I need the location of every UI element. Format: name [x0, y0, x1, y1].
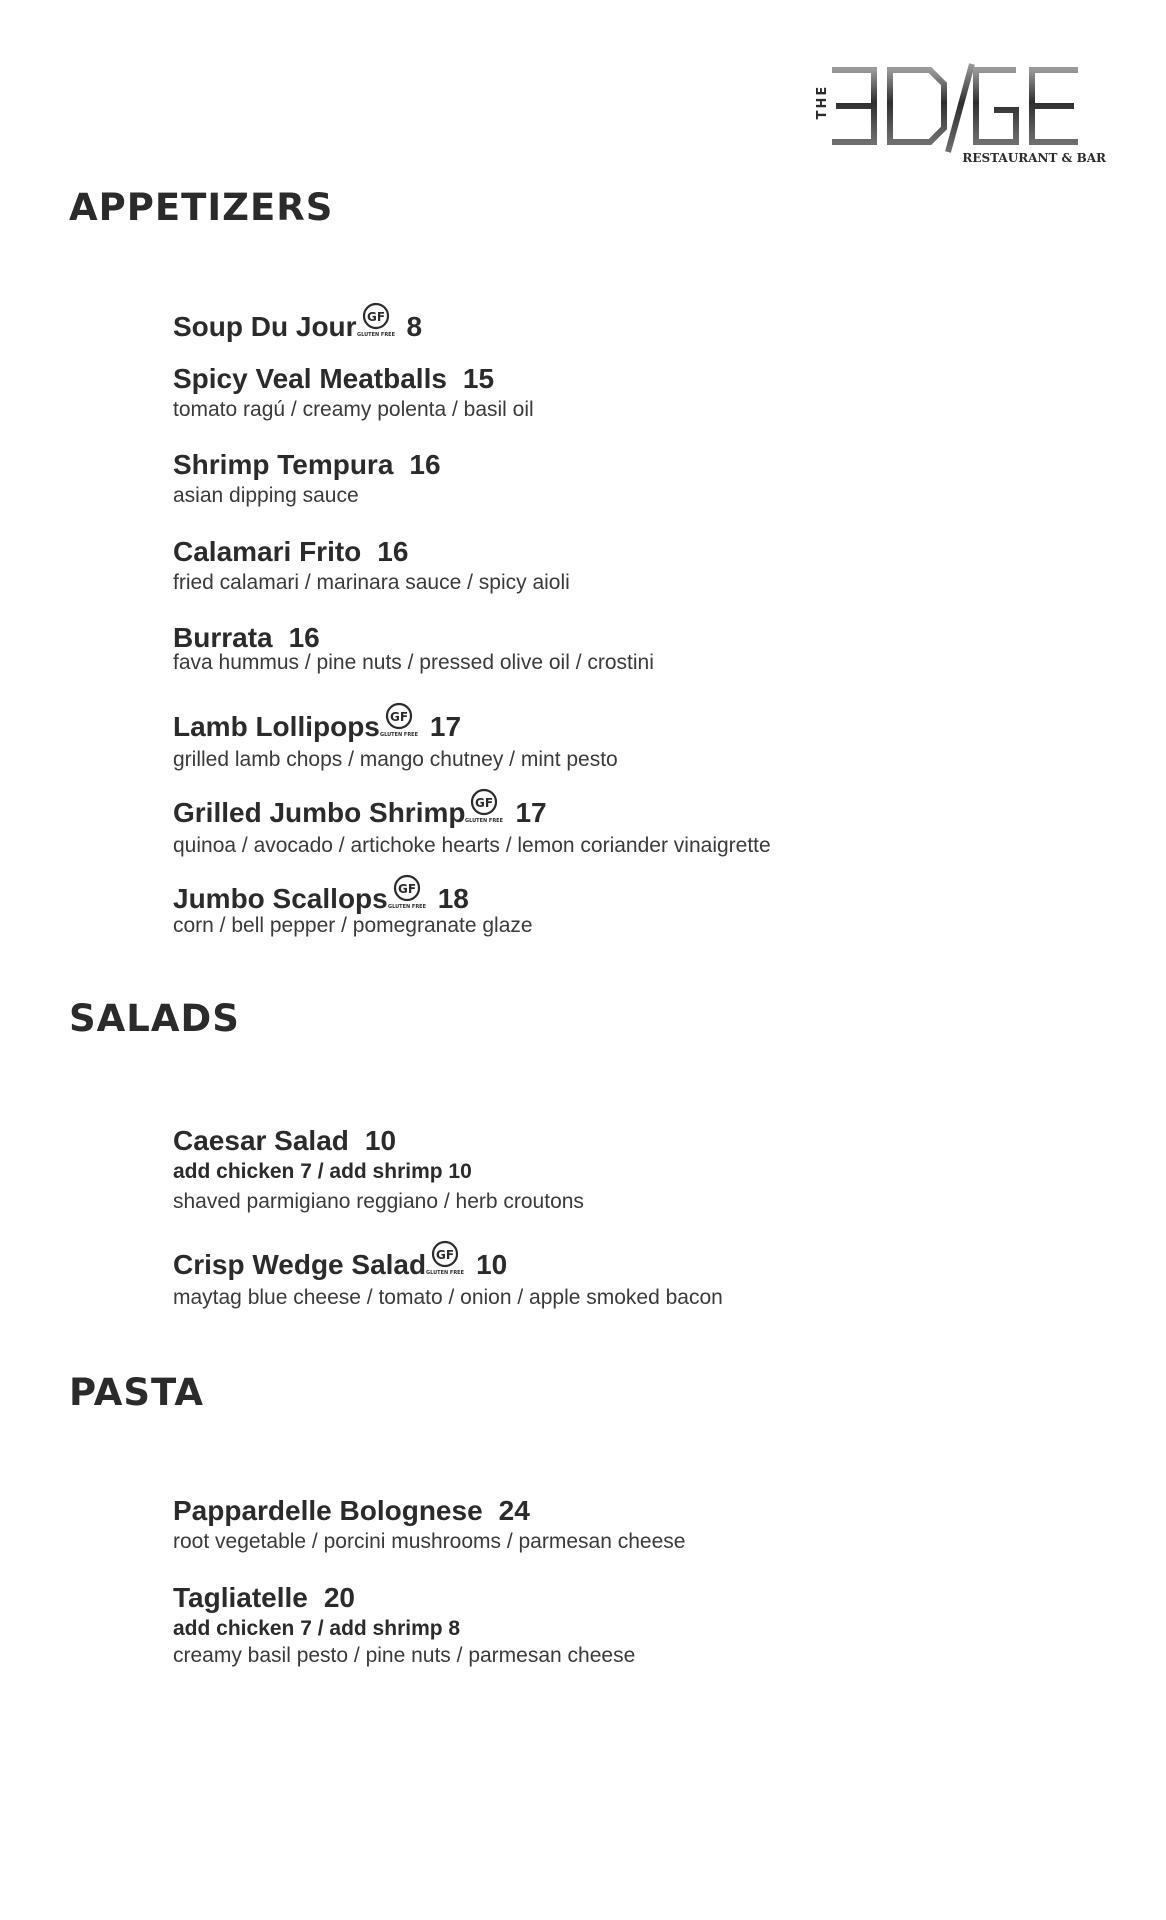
item-name: Spicy Veal Meatballs [173, 363, 447, 394]
svg-text:GF: GF [436, 1248, 455, 1262]
item-name: Jumbo Scallops [173, 883, 388, 914]
svg-text:GF: GF [366, 310, 385, 324]
svg-text:GLUTEN FREE: GLUTEN FREE [465, 818, 504, 824]
menu-item [173, 1581, 635, 1669]
svg-text:GLUTEN FREE: GLUTEN FREE [426, 1270, 465, 1276]
svg-text:GLUTEN FREE: GLUTEN FREE [379, 732, 418, 738]
appetizers-heading: APPETIZERS [69, 186, 334, 229]
menu-item [173, 874, 533, 939]
item-name: Crisp Wedge Salad [173, 1249, 427, 1280]
item-price: 16 [288, 622, 320, 653]
logo-tagline: RESTAURANT & BAR [962, 151, 1106, 165]
item-name: Soup Du Jour [173, 311, 357, 342]
svg-text:GLUTEN FREE: GLUTEN FREE [356, 332, 395, 338]
menu-item [173, 621, 654, 676]
item-name: Caesar Salad [173, 1125, 349, 1156]
gluten-free-icon [356, 302, 395, 346]
item-price: 17 [515, 797, 547, 828]
item-price: 24 [498, 1495, 530, 1526]
item-name: Lamb Lollipops [173, 711, 380, 742]
item-name: Pappardelle Bolognese [173, 1495, 483, 1526]
svg-text:GF: GF [475, 796, 494, 810]
menu-item [173, 1124, 584, 1215]
item-name: Calamari Frito [173, 536, 362, 567]
item-price: 17 [429, 711, 462, 742]
item-description: asian dipping sauce [173, 484, 359, 507]
item-price: 10 [476, 1249, 508, 1280]
item-price: 15 [462, 363, 495, 394]
item-name: Tagliatelle [173, 1582, 308, 1613]
menu-item [173, 702, 618, 773]
menu-item [173, 362, 534, 423]
item-price: 20 [323, 1582, 356, 1613]
pasta-heading: PASTA [69, 1371, 205, 1414]
item-description: grilled lamb chops / mango chutney / mint pesto [173, 748, 618, 771]
item-price: 10 [364, 1125, 397, 1156]
item-addons: add chicken 7 / add shrimp 10 [173, 1160, 472, 1183]
restaurant-logo [812, 62, 1108, 166]
gluten-free-icon [426, 1240, 465, 1284]
item-price: 16 [377, 536, 409, 567]
item-description: creamy basil pesto / pine nuts / parmesan cheese [173, 1644, 636, 1667]
item-description: fava hummus / pine nuts / pressed olive oil / crostini [173, 651, 654, 674]
logo-prefix: THE [815, 84, 830, 120]
item-price: 16 [409, 449, 441, 480]
svg-text:GF: GF [397, 882, 416, 896]
menu-item [173, 535, 570, 596]
item-name: Burrata [173, 622, 273, 653]
svg-text:GF: GF [389, 710, 408, 724]
menu-item [173, 1494, 685, 1555]
menu-item [173, 1240, 723, 1311]
gluten-free-icon [379, 702, 418, 746]
item-name: Grilled Jumbo Shrimp [173, 797, 466, 828]
item-description: shaved parmigiano reggiano / herb croutons [173, 1190, 584, 1213]
menu-item [173, 788, 771, 859]
item-price: 18 [437, 883, 469, 914]
svg-text:GLUTEN FREE: GLUTEN FREE [387, 904, 426, 910]
item-description: quinoa / avocado / artichoke hearts / lemon coriander vinaigrette [173, 834, 771, 857]
gluten-free-icon [465, 788, 504, 832]
menu-item [173, 302, 422, 346]
item-description: root vegetable / porcini mushrooms / parmesan cheese [173, 1530, 686, 1553]
item-description: tomato ragú / creamy polenta / basil oil [173, 398, 534, 421]
item-description: corn / bell pepper / pomegranate glaze [173, 914, 533, 937]
item-addons: add chicken 7 / add shrimp 8 [173, 1617, 461, 1640]
item-description: fried calamari / marinara sauce / spicy aioli [173, 571, 570, 594]
item-description: maytag blue cheese / tomato / onion / apple smoked bacon [173, 1286, 723, 1309]
salads-heading: SALADS [69, 997, 240, 1040]
item-name: Shrimp Tempura [173, 449, 394, 480]
item-price: 8 [406, 311, 423, 342]
menu-item [173, 448, 441, 509]
